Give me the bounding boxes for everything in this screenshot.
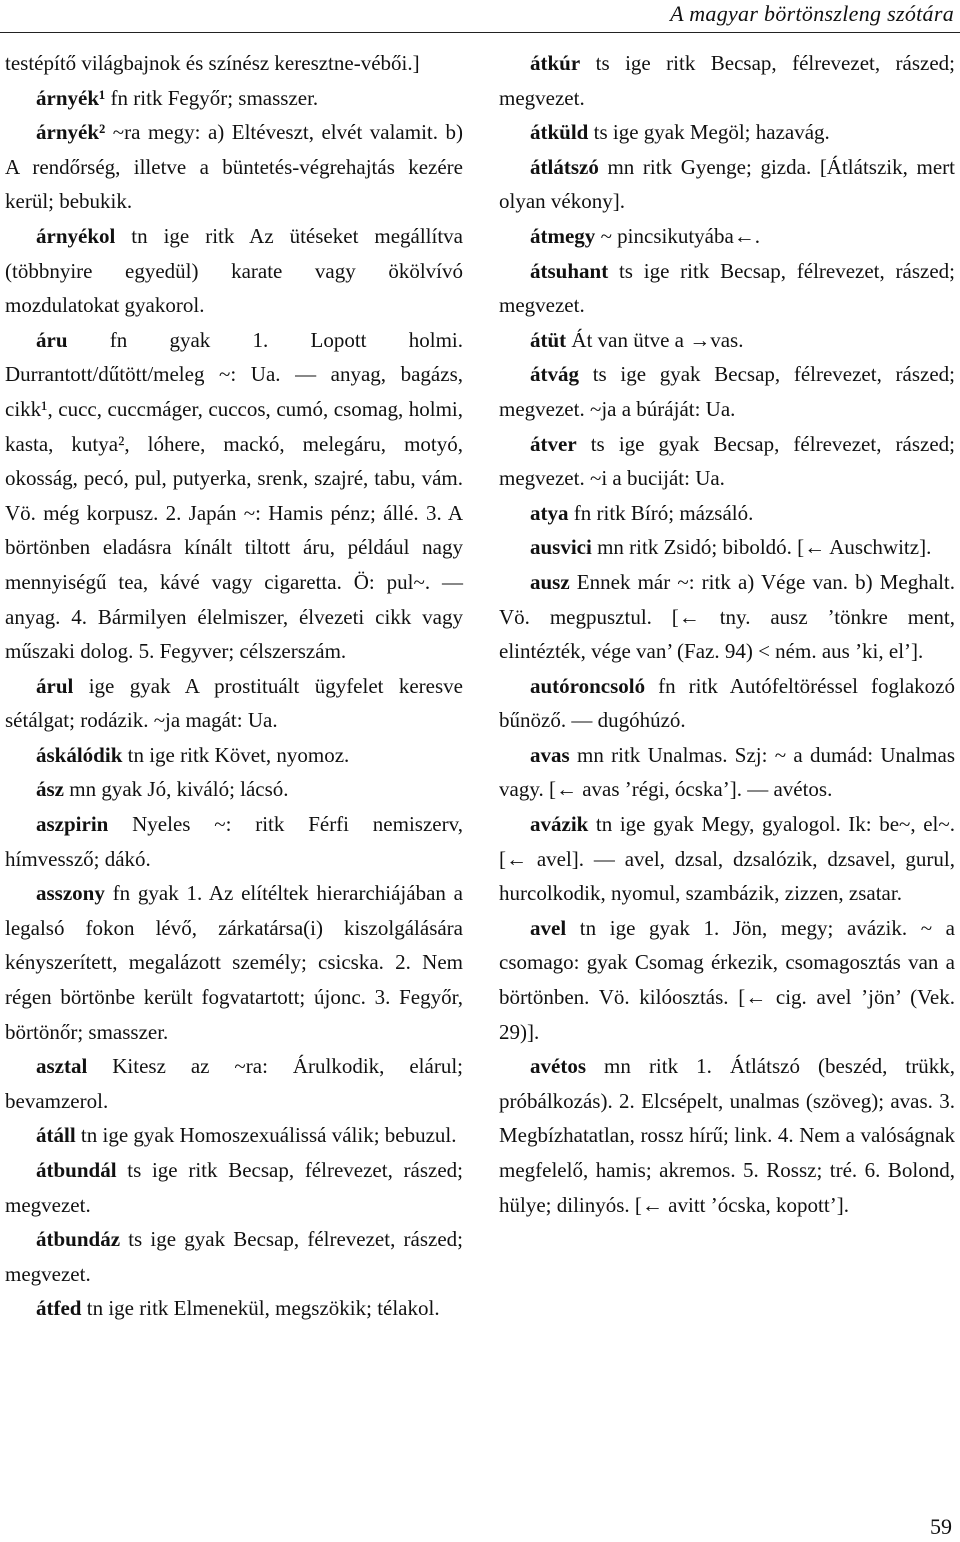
running-header-title: A magyar börtönszleng szótára bbox=[670, 1, 954, 26]
dictionary-entry: átver ts ige gyak Becsap, félrevezet, rászed; megvezet. ~i a buciját: Ua. bbox=[499, 431, 955, 491]
dictionary-entry: átbundál ts ige ritk Becsap, félrevezet, rászed; megvezet. bbox=[5, 1158, 463, 1217]
dictionary-entry: átbundáz ts ige gyak Becsap, félrevezet, rászed; megvezet. bbox=[5, 1227, 463, 1286]
dictionary-entry: avel tn ige gyak 1. Jön, megy; avázik. ~ a csomago: gyak Csomag érkezik, csomagosztás van a börtönben. Vö. kilóosztás. [← cig. avel ’jön’ (Vek. 29)]. bbox=[499, 915, 955, 1044]
dictionary-entry: avas mn ritk Unalmas. Szj: ~ a dumád: Unalmas vagy. [← avas ’régi, ócska’]. — avétos. bbox=[499, 742, 955, 802]
dictionary-entry: atya fn ritk Bíró; mázsáló. bbox=[530, 500, 754, 525]
dictionary-entry: asztal Kitesz az ~ra: Árulkodik, elárul; bevamzerol. bbox=[5, 1054, 463, 1113]
dictionary-entry: átáll tn ige gyak Homoszexuálissá válik; bebuzul. bbox=[36, 1123, 457, 1148]
dictionary-entry: átvág ts ige gyak Becsap, félrevezet, rászed; megvezet. ~ja a búráját: Ua. bbox=[499, 362, 955, 421]
dictionary-entry: avázik tn ige gyak Megy, gyalogol. Ik: be~, el~. [← avel]. — avel, dzsal, dzsalózik, dzsavel, gurul, hurcolkodik, nyomul, szambázik, zizzen, zsatar. bbox=[499, 812, 955, 906]
dictionary-entry: ausvici mn ritk Zsidó; biboldó. [← Auschwitz]. bbox=[530, 535, 932, 560]
dictionary-entry: áskálódik tn ige ritk Követ, nyomoz. bbox=[36, 742, 350, 767]
dictionary-entry: ausz Ennek már ~: ritk a) Vége van. b) Meghalt. Vö. megpusztul. [← tny. ausz ’tönkre ment, elintézték, vége van’ (Faz. 94) < ném. aus ’ki, el’]. bbox=[499, 569, 955, 664]
dictionary-entry: átmegy ~ pincsikutyába←. bbox=[530, 223, 761, 248]
dictionary-entry: átfed tn ige ritk Elmenekül, megszökik; télakol. bbox=[36, 1296, 440, 1321]
dictionary-entry: áru fn gyak 1. Lopott holmi. Durrantott/dűtött/meleg ~: Ua. — anyag, bagázs, cikk¹, cucc, cuccmáger, cuccos, cumó, csomag, holmi, kasta, kutya², lóhere, mackó, melegáru, motyó, okosság, pecó, pul, putyerka, srenk, szajré, tabu, vám. Vö. még korpusz. 2. Japán ~: Hamis pénz; állé. 3. A börtönben eladásra kínált tiltott áru, például nagy mennyiségű tea, kávé vagy cigaretta. Ö: pul~. — anyag. 4. Bármilyen élelmiszer, élvezeti cikk vagy műszaki dolog. 5. Fegyver; célszerszám. bbox=[5, 327, 463, 664]
dictionary-entry: testépítő világbajnok és színész keresztne-vébői.] bbox=[5, 51, 420, 75]
dictionary-entry: átsuhant ts ige ritk Becsap, félrevezet, rászed; megvezet. bbox=[499, 258, 955, 318]
dictionary-entry: ász mn gyak Jó, kiváló; lácsó. bbox=[36, 777, 289, 802]
dictionary-entry: avétos mn ritk 1. Átlátszó (beszéd, trükk, próbálkozás). 2. Elcsépelt, unalmas (szöveg); avas. 3. Megbízhatatlan, rossz hírű; link. 4. Nem a valóságnak megfelelő, hamis; akremos. 5. Rossz; tré. 6. Bolond, hülye; dilinyós. [← avitt ’ócska, kopott’]. bbox=[499, 1054, 955, 1217]
dictionary-entry: aszpirin Nyeles ~: ritk Férfi nemiszerv, hímvessző; dákó. bbox=[5, 812, 463, 871]
dictionary-entry: átüt Át van ütve a →vas. bbox=[530, 327, 744, 352]
right-column bbox=[499, 46, 955, 1222]
dictionary-entry: árnyék² ~ra megy: a) Eltéveszt, elvét valamit. b) A rendőrség, illetve a büntetés-végrehajtás kezére kerül; bebukik. bbox=[5, 120, 463, 214]
dictionary-entry: asszony fn gyak 1. Az elítéltek hierarchiájában a legalsó fokon lévő, zárkatársa(i) kiszolgálására kényszerített, megalázott személy; csicska. 2. Nem régen börtönbe került fogvatartott; újonc. 3. Fegyőr, börtönőr; smasszer. bbox=[5, 881, 463, 1044]
running-header bbox=[0, 0, 960, 33]
dictionary-entry: átlátszó mn ritk Gyenge; gizda. [Átlátszik, mert olyan vékony]. bbox=[499, 154, 955, 214]
left-column bbox=[5, 46, 463, 1326]
dictionary-entry: árul ige gyak A prostituált ügyfelet keresve sétálgat; rodázik. ~ja magát: Ua. bbox=[5, 673, 463, 733]
dictionary-entry: átküld ts ige gyak Megöl; hazavág. bbox=[530, 120, 830, 145]
dictionary-entry: átkúr ts ige ritk Becsap, félrevezet, rászed; megvezet. bbox=[499, 51, 955, 110]
dictionary-entry: autóroncsoló fn ritk Autófeltöréssel foglakozó bűnöző. — dugóhúzó. bbox=[499, 673, 955, 733]
dictionary-entry: árnyék¹ fn ritk Fegyőr; smasszer. bbox=[36, 85, 319, 110]
page-number: 59 bbox=[930, 1514, 952, 1539]
dictionary-entry: árnyékol tn ige ritk Az ütéseket megállítva (többnyire egyedül) karate vagy ökölvívó mozdulatokat gyakorol. bbox=[5, 223, 463, 318]
